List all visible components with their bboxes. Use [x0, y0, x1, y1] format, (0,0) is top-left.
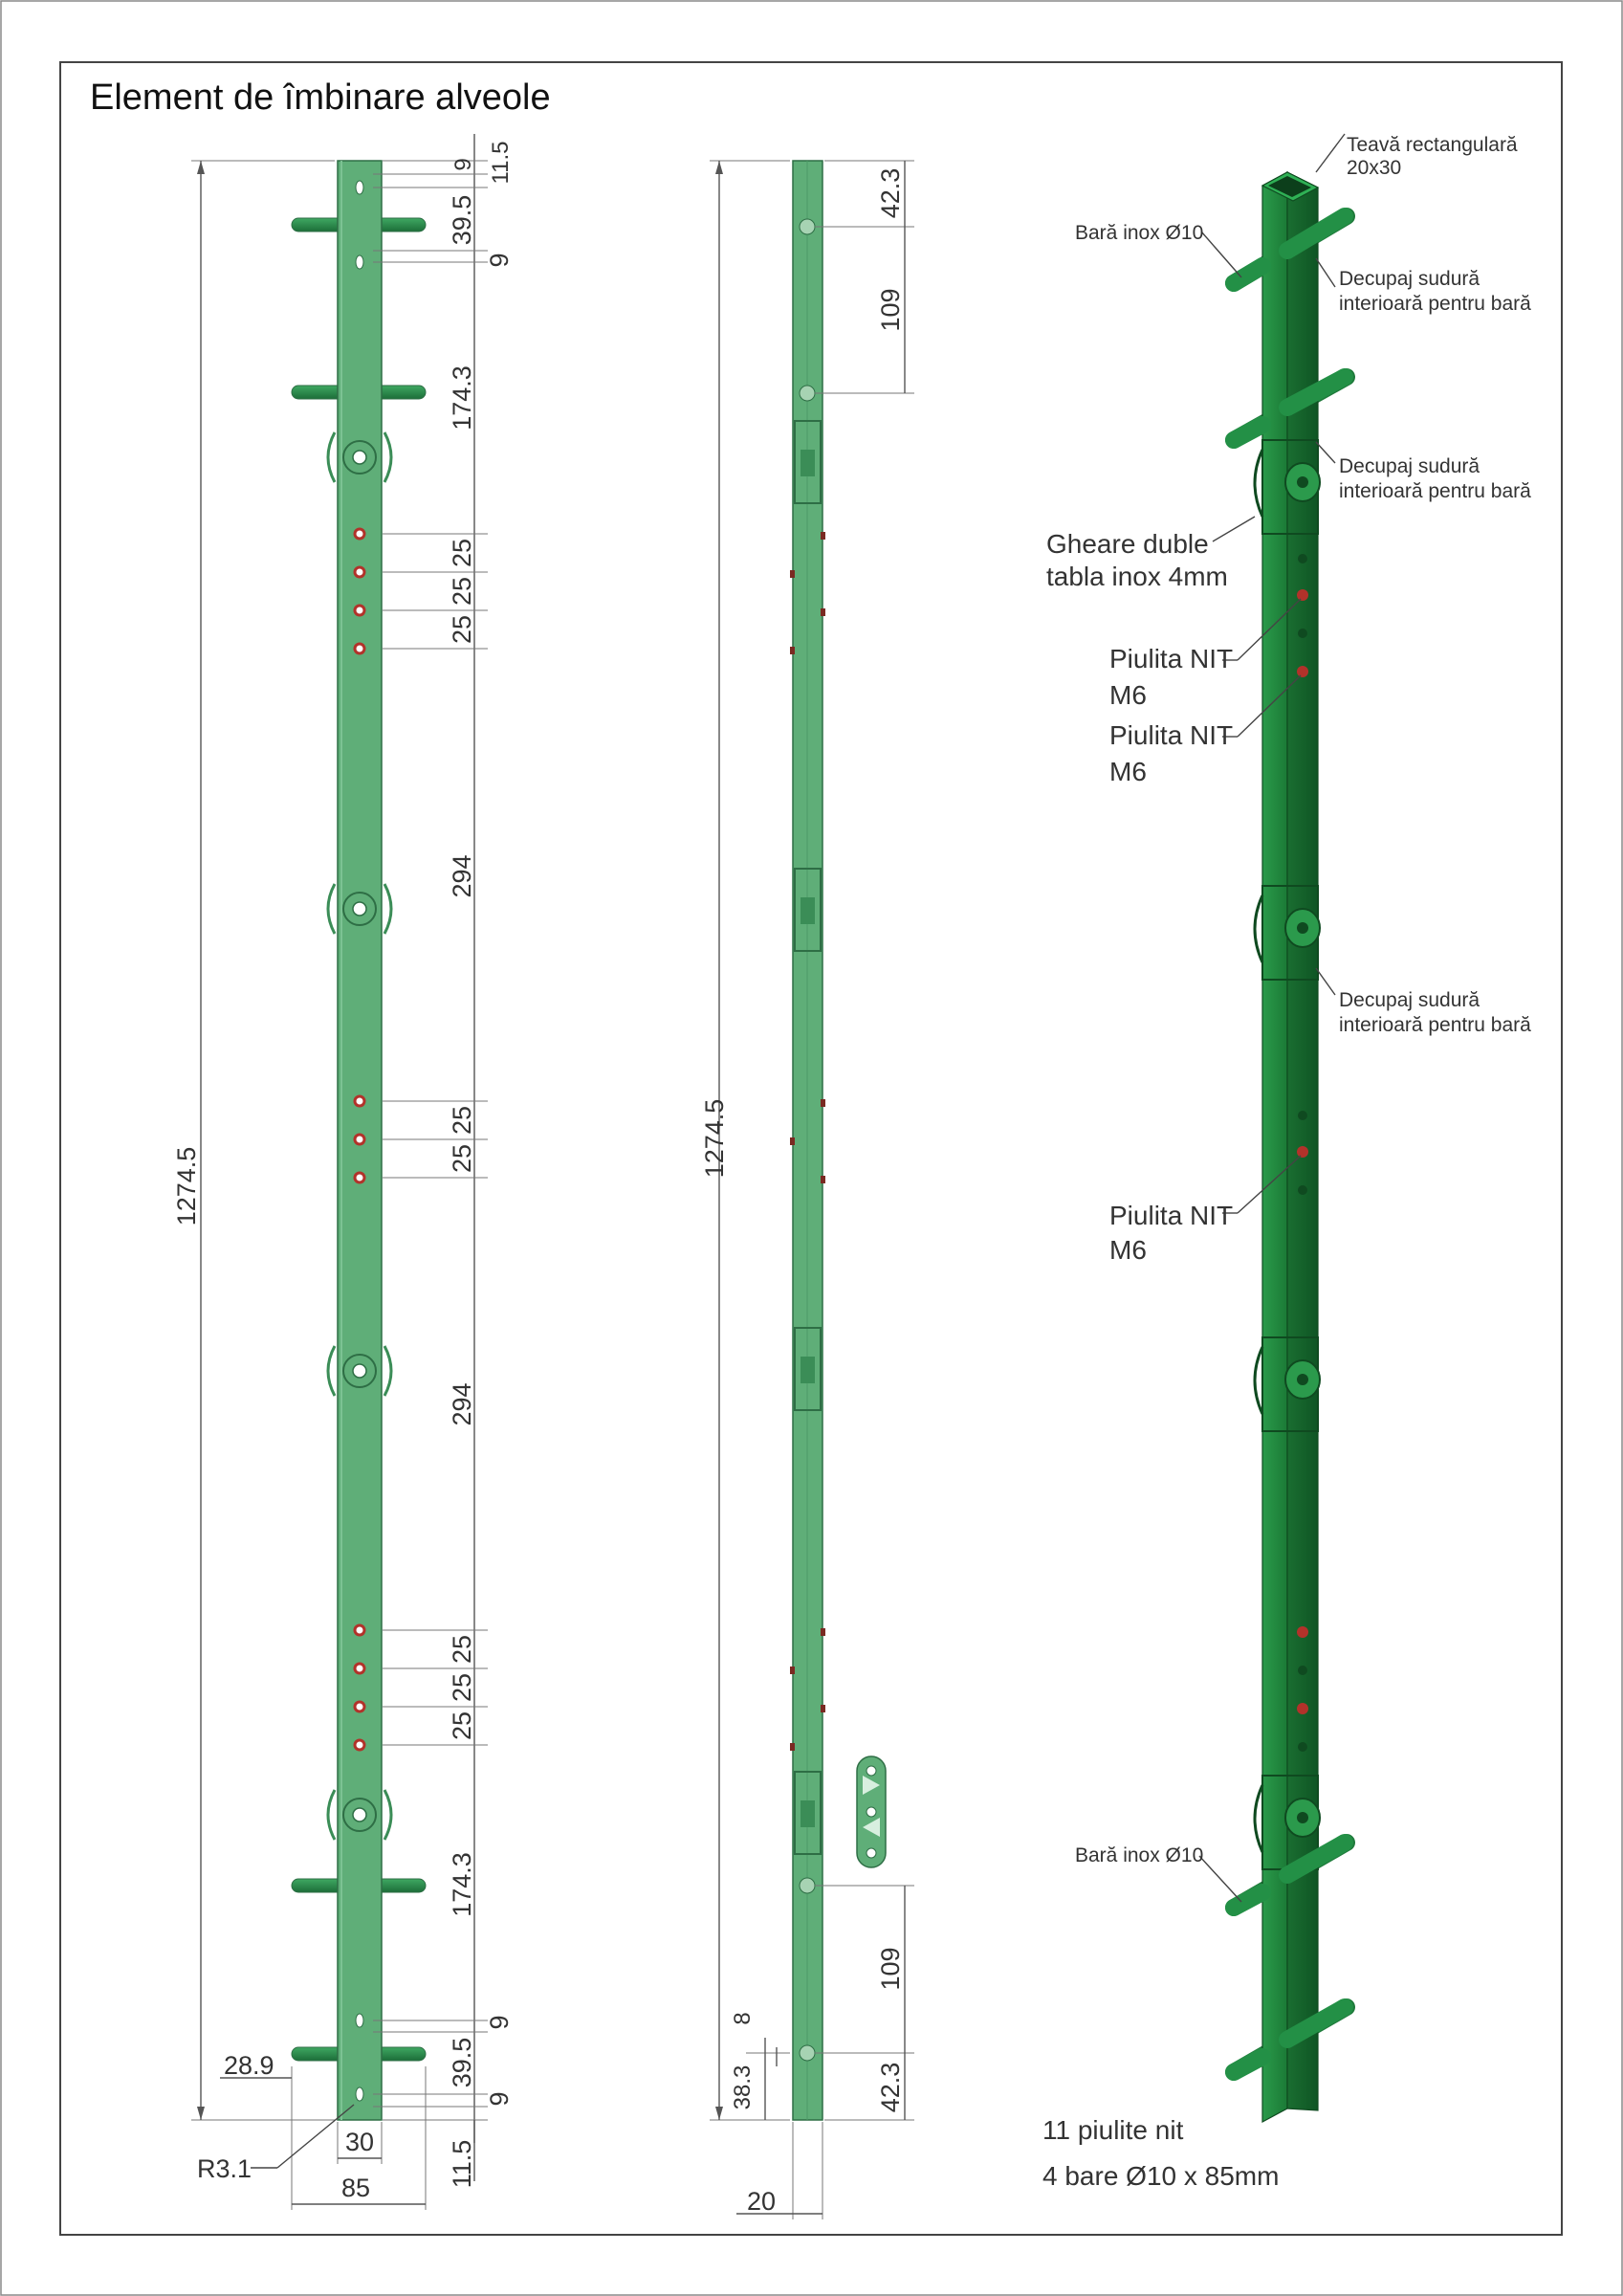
label-claws-a: Gheare duble — [1046, 529, 1209, 559]
drawing-title: Element de îmbinare alveole — [90, 77, 551, 118]
label-nut-3a: Piulita NIT — [1109, 1201, 1234, 1230]
label-cutout-2b: interioară pentru bară — [1339, 480, 1531, 502]
dimension-label: 25 — [448, 614, 476, 645]
label-cutout-3b: interioară pentru bară — [1339, 1014, 1531, 1036]
iso-tube-front — [1262, 172, 1287, 2122]
summary-nuts: 11 piulite nit — [1042, 2115, 1184, 2145]
dimension-label: 1274.5 — [700, 1098, 729, 1179]
dimension-label: 42.3 — [876, 2062, 905, 2113]
label-nut-2a: Piulita NIT — [1109, 720, 1234, 750]
front-overall-dim — [172, 161, 335, 2120]
dimension-label: 9 — [450, 158, 476, 171]
dimension-label: 25 — [448, 1143, 476, 1174]
label-bar-bottom: Bară inox Ø10 — [1075, 1844, 1204, 1866]
dimension-label: 174.3 — [448, 1852, 476, 1917]
dimension-label: 20 — [746, 2187, 777, 2216]
dimension-label: 1274.5 — [172, 1146, 201, 1226]
label-nut-1a: Piulita NIT — [1109, 644, 1234, 673]
label-claws-b: tabla inox 4mm — [1046, 562, 1228, 591]
label-cutout-1b: interioară pentru bară — [1339, 293, 1531, 315]
label-tube-size: 20x30 — [1347, 157, 1402, 179]
dimension-label: 25 — [448, 1105, 476, 1136]
dimension-label: 30 — [344, 2128, 375, 2156]
dimension-label: 42.3 — [876, 167, 905, 219]
dimension-label: 109 — [876, 288, 905, 332]
dimension-label: 25 — [448, 576, 476, 607]
front-view — [172, 134, 514, 2210]
dimension-label: 8 — [730, 2012, 756, 2025]
label-tube: Teavă rectangulară — [1347, 134, 1518, 156]
dimension-label: 174.3 — [448, 365, 476, 430]
dimension-label: 294 — [448, 854, 476, 898]
label-cutout-1a: Decupaj sudură — [1339, 268, 1480, 290]
dimension-label: 109 — [876, 1947, 905, 1991]
dimension-label: 11.5 — [448, 2139, 476, 2189]
dimension-label: 38.3 — [730, 2064, 756, 2110]
dimension-label: 9 — [485, 2091, 514, 2107]
iso-view — [1042, 134, 1531, 2191]
dimension-label: 11.5 — [488, 141, 514, 185]
dimension-label: 9 — [485, 2015, 514, 2030]
dimension-label: 9 — [485, 253, 514, 268]
label-nut-1b: M6 — [1109, 680, 1147, 710]
label-nut-2b: M6 — [1109, 757, 1147, 786]
label-cutout-3a: Decupaj sudură — [1339, 989, 1480, 1011]
label-bar-top: Bară inox Ø10 — [1075, 222, 1204, 244]
dimension-label: 25 — [448, 1711, 476, 1741]
dimension-label: 294 — [448, 1382, 476, 1426]
side-view — [700, 161, 914, 2219]
dimension-label: 39.5 — [448, 194, 476, 246]
dimension-label: 39.5 — [448, 2037, 476, 2088]
dimension-label: 25 — [448, 1672, 476, 1703]
summary-bars: 4 bare Ø10 x 85mm — [1042, 2161, 1280, 2191]
label-nut-3b: M6 — [1109, 1235, 1147, 1265]
dimension-label: 28.9 — [224, 2051, 274, 2080]
claw-plate-detail — [857, 1756, 886, 1867]
dimension-label: 25 — [448, 1634, 476, 1665]
dimension-label: 85 — [340, 2174, 371, 2202]
label-cutout-2a: Decupaj sudură — [1339, 455, 1480, 477]
dimension-label: R3.1 — [197, 2154, 252, 2183]
dimension-label: 25 — [448, 538, 476, 568]
